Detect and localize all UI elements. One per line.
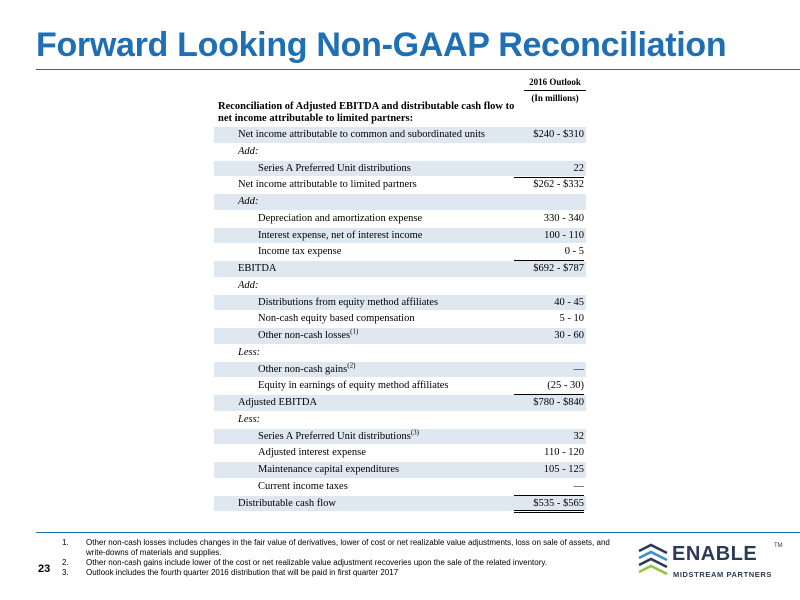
table-row xyxy=(214,211,586,228)
footnote-text: Other non-cash losses includes changes in the fair value of derivatives, lower of cost or net realizable value adjustments, loss on sale of assets, and write-downs of materials and supplies. xyxy=(86,538,610,557)
row-label xyxy=(258,328,358,345)
table-row xyxy=(214,496,586,513)
row-value: $692 - $787 xyxy=(533,263,584,274)
table-row xyxy=(214,161,586,178)
table-body xyxy=(214,127,586,512)
footnote-number: 1. xyxy=(62,538,69,547)
row-label-text: Other non-cash gains xyxy=(258,363,348,375)
row-label: Non-cash equity based compensation xyxy=(258,313,415,325)
footnote-number: 2. xyxy=(62,558,69,567)
table-row xyxy=(214,177,586,194)
row-value xyxy=(514,144,584,160)
column-header: 2016 Outlook xyxy=(524,74,586,91)
table-row xyxy=(214,311,586,328)
logo-tagline: MIDSTREAM PARTNERS xyxy=(673,570,772,579)
footnote-ref: (2) xyxy=(347,361,356,369)
row-value xyxy=(514,194,584,210)
row-label: Equity in earnings of equity method affiliates xyxy=(258,380,449,392)
row-value: 30 - 60 xyxy=(554,330,584,341)
row-label: Current income taxes xyxy=(258,480,348,492)
row-value: 330 - 340 xyxy=(543,212,584,224)
title-divider xyxy=(36,69,800,70)
row-value: 100 - 110 xyxy=(544,229,584,241)
table-row xyxy=(214,462,586,479)
row-label-text: Series A Preferred Unit distributions xyxy=(258,430,411,442)
row-value xyxy=(514,345,584,361)
footnote-number: 3. xyxy=(62,568,69,577)
table-row xyxy=(214,228,586,245)
row-value: $535 - $565 xyxy=(514,496,584,513)
row-label: Net income attributable to limited partners xyxy=(238,179,417,191)
footnote-text: Outlook includes the fourth quarter 2016 distribution that will be paid in first quarter 2017 xyxy=(86,568,399,577)
logo-mark-icon xyxy=(636,543,670,579)
row-value: $780 - $840 xyxy=(533,397,584,408)
table-heading: Reconciliation of Adjusted EBITDA and distributable cash flow to net income attributable to limited partners: xyxy=(218,101,515,124)
row-value: 105 - 125 xyxy=(543,464,584,475)
row-label: Adjusted EBITDA xyxy=(238,397,318,408)
table-row xyxy=(214,362,586,379)
row-value: — xyxy=(514,479,584,496)
row-value xyxy=(514,412,584,428)
row-label: Distributions from equity method affiliates xyxy=(258,296,439,308)
row-label: Less: xyxy=(238,346,261,358)
row-label: EBITDA xyxy=(238,263,277,274)
table-row xyxy=(214,194,586,211)
page-title: Forward Looking Non-GAAP Reconciliation xyxy=(36,26,727,64)
footnote-text: Other non-cash gains include lower of the cost or net realizable value adjustment recoveries upon the sale of the related inventory. xyxy=(86,558,548,567)
table-row xyxy=(214,479,586,496)
row-value xyxy=(514,278,584,294)
row-value: $240 - $310 xyxy=(533,129,584,140)
row-value: 110 - 120 xyxy=(544,447,584,459)
row-label: Add: xyxy=(238,145,259,157)
logo-trademark: TM xyxy=(774,543,783,549)
table-row xyxy=(214,445,586,462)
table-row xyxy=(214,328,586,345)
table-row xyxy=(214,412,586,429)
table-row xyxy=(214,345,586,362)
row-label xyxy=(258,362,355,379)
page-number: 23 xyxy=(38,563,51,575)
footnote xyxy=(62,558,618,568)
row-label-text: Other non-cash losses xyxy=(258,330,351,341)
row-value: 40 - 45 xyxy=(554,296,584,308)
row-value: (25 - 30) xyxy=(514,378,584,395)
row-label xyxy=(258,429,419,446)
row-value: 5 - 10 xyxy=(559,313,584,325)
row-label: Interest expense, net of interest income xyxy=(258,229,423,241)
table-row xyxy=(214,295,586,312)
enable-logo xyxy=(636,543,786,583)
logo-wordmark: ENABLE xyxy=(672,543,758,565)
row-value: 0 - 5 xyxy=(514,244,584,261)
footnote-ref: (1) xyxy=(350,327,359,336)
table-row xyxy=(214,127,586,144)
table-row xyxy=(214,378,586,395)
row-label: Adjusted interest expense xyxy=(258,447,366,459)
table-row xyxy=(214,278,586,295)
footnotes xyxy=(62,538,618,578)
footnote-ref: (3) xyxy=(410,428,419,436)
table-row xyxy=(214,261,586,278)
row-label: Add: xyxy=(238,279,259,291)
row-label: Less: xyxy=(238,413,261,425)
row-label: Series A Preferred Unit distributions xyxy=(258,162,411,174)
unit-label: (In millions) xyxy=(531,93,579,103)
table-row xyxy=(214,395,586,412)
row-value: 32 xyxy=(573,430,584,442)
footnote xyxy=(62,568,618,578)
row-value: — xyxy=(573,363,584,375)
row-label: Income tax expense xyxy=(258,246,342,258)
footnote xyxy=(62,538,618,558)
row-label: Distributable cash flow xyxy=(238,497,336,509)
table-row xyxy=(214,244,586,261)
row-label: Net income attributable to common and subordinated units xyxy=(238,129,485,140)
row-label: Add: xyxy=(238,196,259,207)
row-label: Maintenance capital expenditures xyxy=(258,464,400,475)
table-row xyxy=(214,429,586,446)
row-label: Depreciation and amortization expense xyxy=(258,212,423,224)
table-row xyxy=(214,144,586,161)
row-value: 22 xyxy=(514,161,584,178)
footer-divider xyxy=(36,532,800,533)
row-value: $262 - $332 xyxy=(533,179,584,191)
